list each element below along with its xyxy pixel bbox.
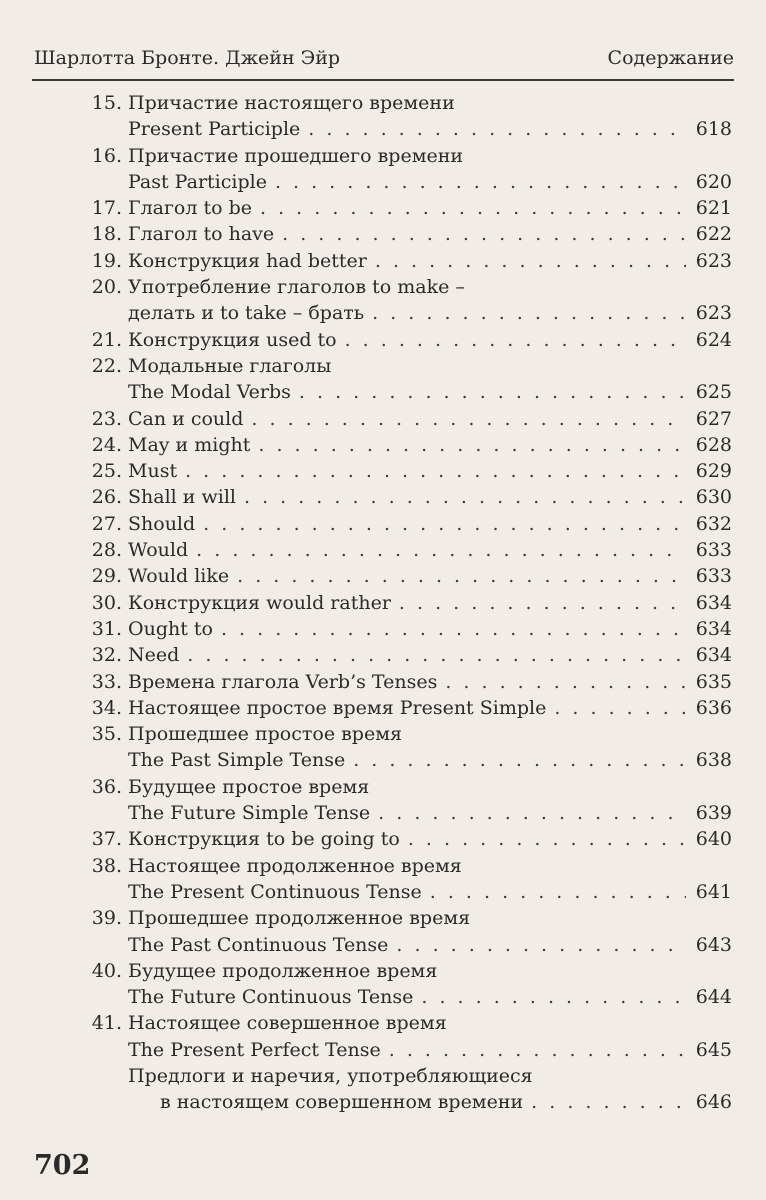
toc-entry-title: Shall и will	[128, 486, 236, 509]
toc-entry-page: 625	[695, 381, 732, 404]
toc-entry	[76, 276, 732, 329]
toc-entry	[76, 539, 732, 565]
leader-dots	[396, 934, 686, 956]
leader-dots	[378, 802, 686, 824]
toc-entry-title-english: The Past Continuous Tense	[128, 933, 389, 956]
toc-entry-line	[76, 197, 732, 223]
toc-entry	[76, 960, 732, 1013]
toc-entry-line	[76, 250, 732, 276]
toc-entry-line	[76, 907, 732, 933]
toc-entry	[76, 329, 732, 355]
toc-entry-line	[76, 934, 732, 960]
toc-entry-line	[76, 1091, 732, 1117]
toc-entry	[76, 197, 732, 223]
toc-entry-line	[76, 749, 732, 775]
toc-entry-line	[76, 145, 732, 171]
toc-entry-number: 37.	[91, 828, 122, 851]
toc-entry-title-english: The Future Continuous Tense	[128, 986, 414, 1009]
toc-entry-number: 31.	[91, 617, 122, 640]
toc-entry	[76, 486, 732, 512]
toc-entry-line	[76, 408, 732, 434]
toc-entry-title: Would	[128, 539, 189, 562]
toc-entry-line	[76, 460, 732, 486]
toc-entry-line	[76, 329, 732, 355]
toc-entry-line	[76, 1039, 732, 1065]
toc-entry-number: 27.	[91, 512, 122, 535]
toc-entry-line	[76, 381, 732, 407]
leader-dots	[237, 565, 686, 587]
toc-entry	[76, 223, 732, 249]
leader-dots	[430, 881, 686, 903]
toc-entry-line	[76, 671, 732, 697]
toc-entry-line	[76, 881, 732, 907]
toc-entry-number: 35.	[91, 723, 122, 746]
leader-dots	[275, 171, 686, 193]
toc-entry-line	[76, 1012, 732, 1038]
toc-entry-page: 627	[695, 407, 732, 430]
toc-entry-page: 624	[695, 328, 732, 351]
toc-entry-title: Конструкция to be going to	[128, 828, 400, 851]
toc-entry-number: 33.	[91, 670, 122, 693]
toc-entry-number: 39.	[91, 907, 122, 930]
leader-dots	[203, 513, 686, 535]
toc-entry-title-english: Past Participle	[128, 170, 267, 193]
toc-entry	[76, 408, 732, 434]
toc-entry-number: 32.	[91, 644, 122, 667]
toc-entry	[76, 907, 732, 960]
toc-entry	[76, 776, 732, 829]
toc-entry-line	[76, 986, 732, 1012]
toc-entry-page: 622	[695, 223, 732, 246]
toc-entry-title-english: The Future Simple Tense	[128, 802, 371, 825]
toc-entry-page: 628	[695, 433, 732, 456]
toc-entry-title: Конструкция used to	[128, 328, 337, 351]
toc-entry-line	[76, 118, 732, 144]
leader-dots	[399, 592, 686, 614]
toc-entry-title: Настоящее простое время Present Simple	[128, 696, 547, 719]
toc-entry-page: 640	[695, 828, 732, 851]
toc-subentry-title: Предлоги и наречия, употребляющиеся	[128, 1064, 533, 1087]
toc-subentry-title: в настоящем совершенном времени	[160, 1091, 524, 1114]
leader-dots	[445, 671, 686, 693]
toc-entry-page: 630	[695, 486, 732, 509]
toc-entry-number: 38.	[91, 854, 122, 877]
toc-entry	[76, 1012, 732, 1065]
toc-entry-title: Употребление глаголов to make –	[128, 276, 465, 299]
toc-entry-number: 29.	[91, 565, 122, 588]
toc-entry-number: 26.	[91, 486, 122, 509]
toc-entry	[76, 434, 732, 460]
toc-entry-page: 623	[695, 302, 732, 325]
toc-entry-page: 643	[695, 933, 732, 956]
toc-entry	[76, 697, 732, 723]
toc-entry-number: 36.	[91, 775, 122, 798]
toc-entry	[76, 250, 732, 276]
toc-entry-number: 23.	[91, 407, 122, 430]
toc-entry	[76, 644, 732, 670]
leader-dots	[421, 986, 686, 1008]
toc-entry	[76, 565, 732, 591]
toc-entry-title: Будущее продолженное время	[128, 959, 438, 982]
toc-entry-line	[76, 513, 732, 539]
leader-dots	[185, 460, 686, 482]
toc-entry-line	[76, 960, 732, 986]
toc-entry-number: 34.	[91, 696, 122, 719]
toc-entry-line	[76, 618, 732, 644]
toc-entry-number: 24.	[91, 433, 122, 456]
leader-dots	[308, 118, 686, 140]
toc-entry-page: 633	[695, 539, 732, 562]
header-rule	[32, 79, 734, 81]
toc-entry-page: 632	[695, 512, 732, 535]
toc-entry-title: Конструкция would rather	[128, 591, 391, 614]
toc-entry-number: 19.	[91, 249, 122, 272]
toc-entry-line	[76, 223, 732, 249]
leader-dots	[251, 408, 686, 430]
toc-entry-number: 41.	[91, 1012, 122, 1035]
toc-entry-page: 636	[695, 696, 732, 719]
toc-entry-line	[76, 828, 732, 854]
leader-dots	[299, 381, 686, 403]
toc-entry-title: Must	[128, 460, 178, 483]
toc-entry-page: 635	[695, 670, 732, 693]
toc-entry-title: Настоящее совершенное время	[128, 1012, 447, 1035]
toc-entry-title: Будущее простое время	[128, 775, 370, 798]
toc-entry-number: 20.	[91, 276, 122, 299]
toc-entry-page: 641	[695, 880, 732, 903]
toc-entry-title: Прошедшее простое время	[128, 723, 402, 746]
toc-entry-number: 15.	[91, 92, 122, 114]
leader-dots	[531, 1091, 686, 1113]
leader-dots	[196, 539, 686, 561]
toc-entry-title-english: делать и to take – брать	[128, 302, 365, 325]
toc-entry-page: 645	[695, 1038, 732, 1061]
toc-entry-number: 18.	[91, 223, 122, 246]
toc-entry	[76, 92, 732, 145]
leader-dots	[258, 434, 686, 456]
toc-entry-line	[76, 855, 732, 881]
header-book-title: Шарлотта Бронте. Джейн Эйр	[34, 47, 341, 69]
toc-entry-title-english: The Present Continuous Tense	[128, 880, 422, 903]
toc-entry	[76, 671, 732, 697]
toc-entry-title-english: The Past Simple Tense	[128, 749, 346, 772]
toc-entry-line	[76, 697, 732, 723]
toc-entry-title: Can и could	[128, 407, 244, 430]
toc-entry-title-english: Present Participle	[128, 118, 301, 141]
toc-entry-line	[76, 434, 732, 460]
toc-entry-title-english: The Modal Verbs	[128, 381, 291, 404]
toc-entry	[76, 460, 732, 486]
leader-dots	[282, 223, 686, 245]
toc-entry-line	[76, 539, 732, 565]
toc-entry-title: Глагол to have	[128, 223, 275, 246]
toc-entry-line	[76, 802, 732, 828]
leader-dots	[408, 828, 686, 850]
toc-entry-line	[76, 92, 732, 118]
toc-entry-title: Should	[128, 512, 196, 535]
toc-entry-page: 618	[695, 118, 732, 141]
leader-dots	[345, 329, 686, 351]
toc-entry	[76, 723, 732, 776]
header-section-title: Содержание	[607, 47, 734, 69]
toc-entry-line	[76, 776, 732, 802]
toc-entry-page: 629	[695, 460, 732, 483]
toc-entry-page: 634	[695, 617, 732, 640]
toc-entry-line	[76, 723, 732, 749]
toc-entry-title: Причастие настоящего времени	[128, 92, 455, 114]
leader-dots	[554, 697, 686, 719]
toc-entry-number: 30.	[91, 591, 122, 614]
toc-entry	[76, 355, 732, 408]
toc-entry-title: Конструкция had better	[128, 249, 367, 272]
leader-dots	[244, 486, 686, 508]
toc-entry-number: 21.	[91, 328, 122, 351]
toc-entry-title: Would like	[128, 565, 230, 588]
toc-entry-page: 623	[695, 249, 732, 272]
toc-entry-number: 17.	[91, 197, 122, 220]
leader-dots	[372, 302, 686, 324]
toc-entry-page: 639	[695, 802, 732, 825]
toc-entry-line	[76, 486, 732, 512]
toc-entry-line	[76, 1065, 732, 1091]
toc-entry-number: 28.	[91, 539, 122, 562]
toc-entry-page: 638	[695, 749, 732, 772]
toc-entry	[76, 855, 732, 908]
toc-entry-title: Причастие прошедшего времени	[128, 144, 464, 167]
toc-entry-page: 634	[695, 591, 732, 614]
toc-entry-title: Времена глагола Verb’s Tenses	[128, 670, 438, 693]
toc-entry-number: 25.	[91, 460, 122, 483]
leader-dots	[353, 749, 686, 771]
toc-entry-title: Модальные глаголы	[128, 354, 332, 377]
toc-entry-line	[76, 644, 732, 670]
toc-entry-number: 22.	[91, 354, 122, 377]
toc-entry-line	[76, 565, 732, 591]
toc-entry-line	[76, 171, 732, 197]
toc-entry-page: 633	[695, 565, 732, 588]
toc-subentry	[76, 1065, 732, 1118]
toc-entry	[76, 145, 732, 198]
toc-entry	[76, 618, 732, 644]
toc-entry-number: 16.	[91, 144, 122, 167]
toc-entry-number: 40.	[91, 959, 122, 982]
toc-entry-title: May и might	[128, 433, 251, 456]
page-number: 702	[34, 1150, 91, 1181]
toc-entry-line	[76, 592, 732, 618]
table-of-contents	[76, 92, 732, 1118]
toc-entry-page: 634	[695, 644, 732, 667]
toc-entry-page: 621	[695, 197, 732, 220]
toc-entry-title-english: The Present Perfect Tense	[128, 1038, 381, 1061]
leader-dots	[187, 644, 686, 666]
leader-dots	[221, 618, 686, 640]
leader-dots	[260, 197, 686, 219]
toc-entry-page: 644	[695, 986, 732, 1009]
toc-entry-page: 646	[695, 1091, 732, 1114]
toc-entry-line	[76, 355, 732, 381]
leader-dots	[389, 1039, 686, 1061]
toc-entry	[76, 828, 732, 854]
toc-entry-page: 620	[695, 170, 732, 193]
toc-entry-title: Настоящее продолженное время	[128, 854, 462, 877]
toc-entry-line	[76, 276, 732, 302]
leader-dots	[375, 250, 686, 272]
toc-entry-title: Need	[128, 644, 180, 667]
toc-entry-title: Прошедшее продолженное время	[128, 907, 471, 930]
toc-entry-title: Ought to	[128, 617, 213, 640]
toc-entry-title: Глагол to be	[128, 197, 253, 220]
toc-entry	[76, 592, 732, 618]
toc-entry-line	[76, 302, 732, 328]
running-header	[34, 40, 734, 76]
toc-entry	[76, 513, 732, 539]
